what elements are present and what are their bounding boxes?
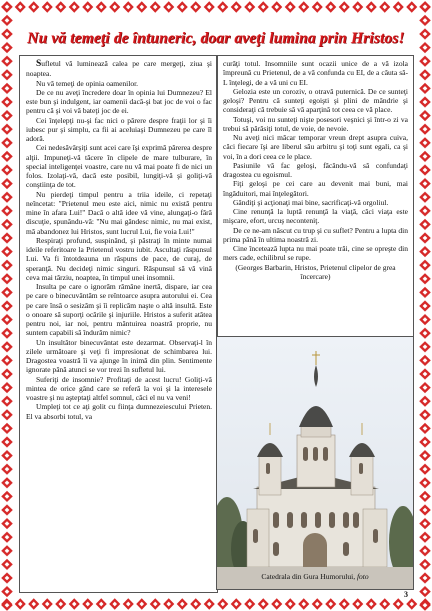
decorative-border-top bbox=[0, 0, 432, 14]
article-column-left bbox=[19, 55, 218, 593]
cathedral-photo bbox=[216, 336, 414, 590]
page-number: 3 bbox=[404, 590, 408, 599]
article-paragraph: Nu aveţi nici măcar temporar vreun drept asupra cuiva, căci fiecare îşi are liberul său arbitru şi toţi sunt egali, ca şi voi, în a dori ceea ce le place. bbox=[223, 133, 408, 161]
article-paragraph: Suferiţi de insomnie? Profitaţi de acest lucru! Goliţi-vă mintea de orice gând care se referă la voi şi la interesele voastre şi nu aşteptaţi altfel somnul, căci el nu va veni! bbox=[26, 374, 212, 402]
article-paragraph: Un insultător binecuvântat este dezarmat. Observaţi-l în zilele următoare şi veţi fi impresionat de schimbarea lui. Dragostea voastră îi va ajunge în inimă din plin. Sentimente ignorate până atunci se vor trezi în sufletul lui. bbox=[26, 337, 212, 375]
page-title: Nu vă temeţi de întuneric, doar aveţi lumina prin Hristos! bbox=[27, 30, 405, 47]
drop-cap: S bbox=[36, 59, 42, 69]
photo-credit: foto bbox=[356, 572, 369, 581]
article-paragraph: De ce ne-am născut cu trup şi cu suflet? Pentru a lupta din prima până în ultima noastră zi. bbox=[223, 225, 408, 244]
cathedral-illustration bbox=[217, 337, 413, 589]
article-paragraph: De ce nu aveţi încredere doar în opinia lui Dumnezeu? El este bun şi indulgent, iar oamenii dacă-şi bat joc de voi o fac pentru că şi voi vă bateţi joc de ei. bbox=[26, 87, 212, 116]
article-paragraph: Sufletul vă luminează calea pe care mergeţi, ziua şi noaptea. bbox=[26, 59, 212, 79]
article-paragraph: Gândiţi şi acţionaţi mai bine, sacrificaţi-vă orgoliul. bbox=[233, 197, 389, 207]
article-source: (Georges Barbarin, Hristos, Prietenul clipelor de grea încercare) bbox=[235, 262, 396, 281]
article-paragraph: Cine încetează lupta nu mai poate trăi, cine se opreşte din mers cade, echilibrul se rupe. bbox=[223, 244, 408, 263]
decorative-border-bottom bbox=[0, 597, 432, 611]
article-paragraph: Totuşi, voi nu sunteţi nişte posesori veşnici şi într-o zi va trebui să părăsiţi totul, de voie, de nevoie. bbox=[223, 114, 408, 133]
article-paragraph: Cei înţelepţi nu-şi fac nici o părere despre fraţii lor şi îi iubesc pur şi simplu, ca fii ai aceluiaşi Dumnezeu pe care îl adoră. bbox=[26, 115, 212, 143]
article-paragraph: Cei nedesăvârşiţi sunt acei care îşi exprimă părerea despre alţii. Impuneţi-vă tăcere în clipele de mare tulburare, în special inteligenţei voastre, care nu vă mai poate fi de nici un folos. Izolaţi-vă, dacă este posibil, lungiţi-vă şi goliţi-vă conştiinţa de tot. bbox=[26, 143, 212, 190]
article-paragraph: Pasiunile vă fac geloşi, făcându-vă să confundaţi dragostea cu egoismul. bbox=[223, 160, 408, 179]
article-paragraph: Cine renunţă la luptă renunţă la viaţă, căci viaţa este mişcare, efort, urcuş neconteniţ. bbox=[223, 207, 408, 226]
article-paragraph: Respiraţi profund, suspinând, şi păstraţi în minte numai ideile referitoare la Prietenul vostru iubit. Ascultaţi răspunsul Lui. Va fi întotdeauna un răspuns de pace, de curaj, de speranţă. Nu decideţi nimic singuri. Răspunsul să vă vină ceva mai târziu, noaptea, în timpul unei insomnii. bbox=[26, 235, 212, 282]
article-paragraph: Insulta pe care o ignorăm rămâne inertă, dispare, iar cea pe care o binecuvântăm se reîntoarce asupra autorului ei. Cea pe care însă o sesizăm şi îi replicăm naşte o altă insultă. Este o onoare să suporţi ocările şi injuriile. Hristos a suferit atâtea pentru noi, iar noi, pentru mântuirea noastră proprie, nu suntem capabili să îndurăm nimic? bbox=[26, 282, 212, 338]
article-paragraph: Nu pierdeţi timpul pentru a triia ideile, ci repetaţi neîncetat: "Prietenul meu este aici, nimic nu există pentru mine în afara Lui!" Dacă o altă idee vă vine, alungaţi-o fără discuţie, spunându-vă: "Nu mai gândesc nimic, nu mai exist, mă abandonez lui Hristos, sunt lucrul Lui, fie voia Lui!" bbox=[26, 189, 212, 236]
article-paragraph: Umpleţi tot ce aţi golit cu fiinţa dumnezeiescului Prieten. El va absorbi totul, va bbox=[26, 402, 212, 421]
decorative-border-left bbox=[0, 0, 14, 611]
article-paragraph: curăţi totul. Insomniile sunt ocazii unice de a vă izola împreună cu Prietenul, de a vă confunda cu EI, de a căuta să-L înţelegi, de a vă uni cu EI. bbox=[223, 59, 408, 87]
article-paragraph: Nu vă temeţi de opinia oamenilor. bbox=[36, 78, 139, 88]
article-paragraph: Gelozia este un coroziv, o otravă puternică. De ce sunteţi geloşi? Pentru că sunteţi egoişti şi plini de mândrie şi consideraţi că trebuie să vă aparţină tot ceea ce vă place. bbox=[223, 86, 408, 115]
decorative-border-right bbox=[418, 0, 432, 611]
article-paragraph: Fiţi geloşi pe cei care au devenit mai buni, mai îngăduitori, mai înţelegători. bbox=[223, 179, 408, 198]
photo-caption: Catedrala din Gura Humorului, foto bbox=[261, 572, 369, 581]
